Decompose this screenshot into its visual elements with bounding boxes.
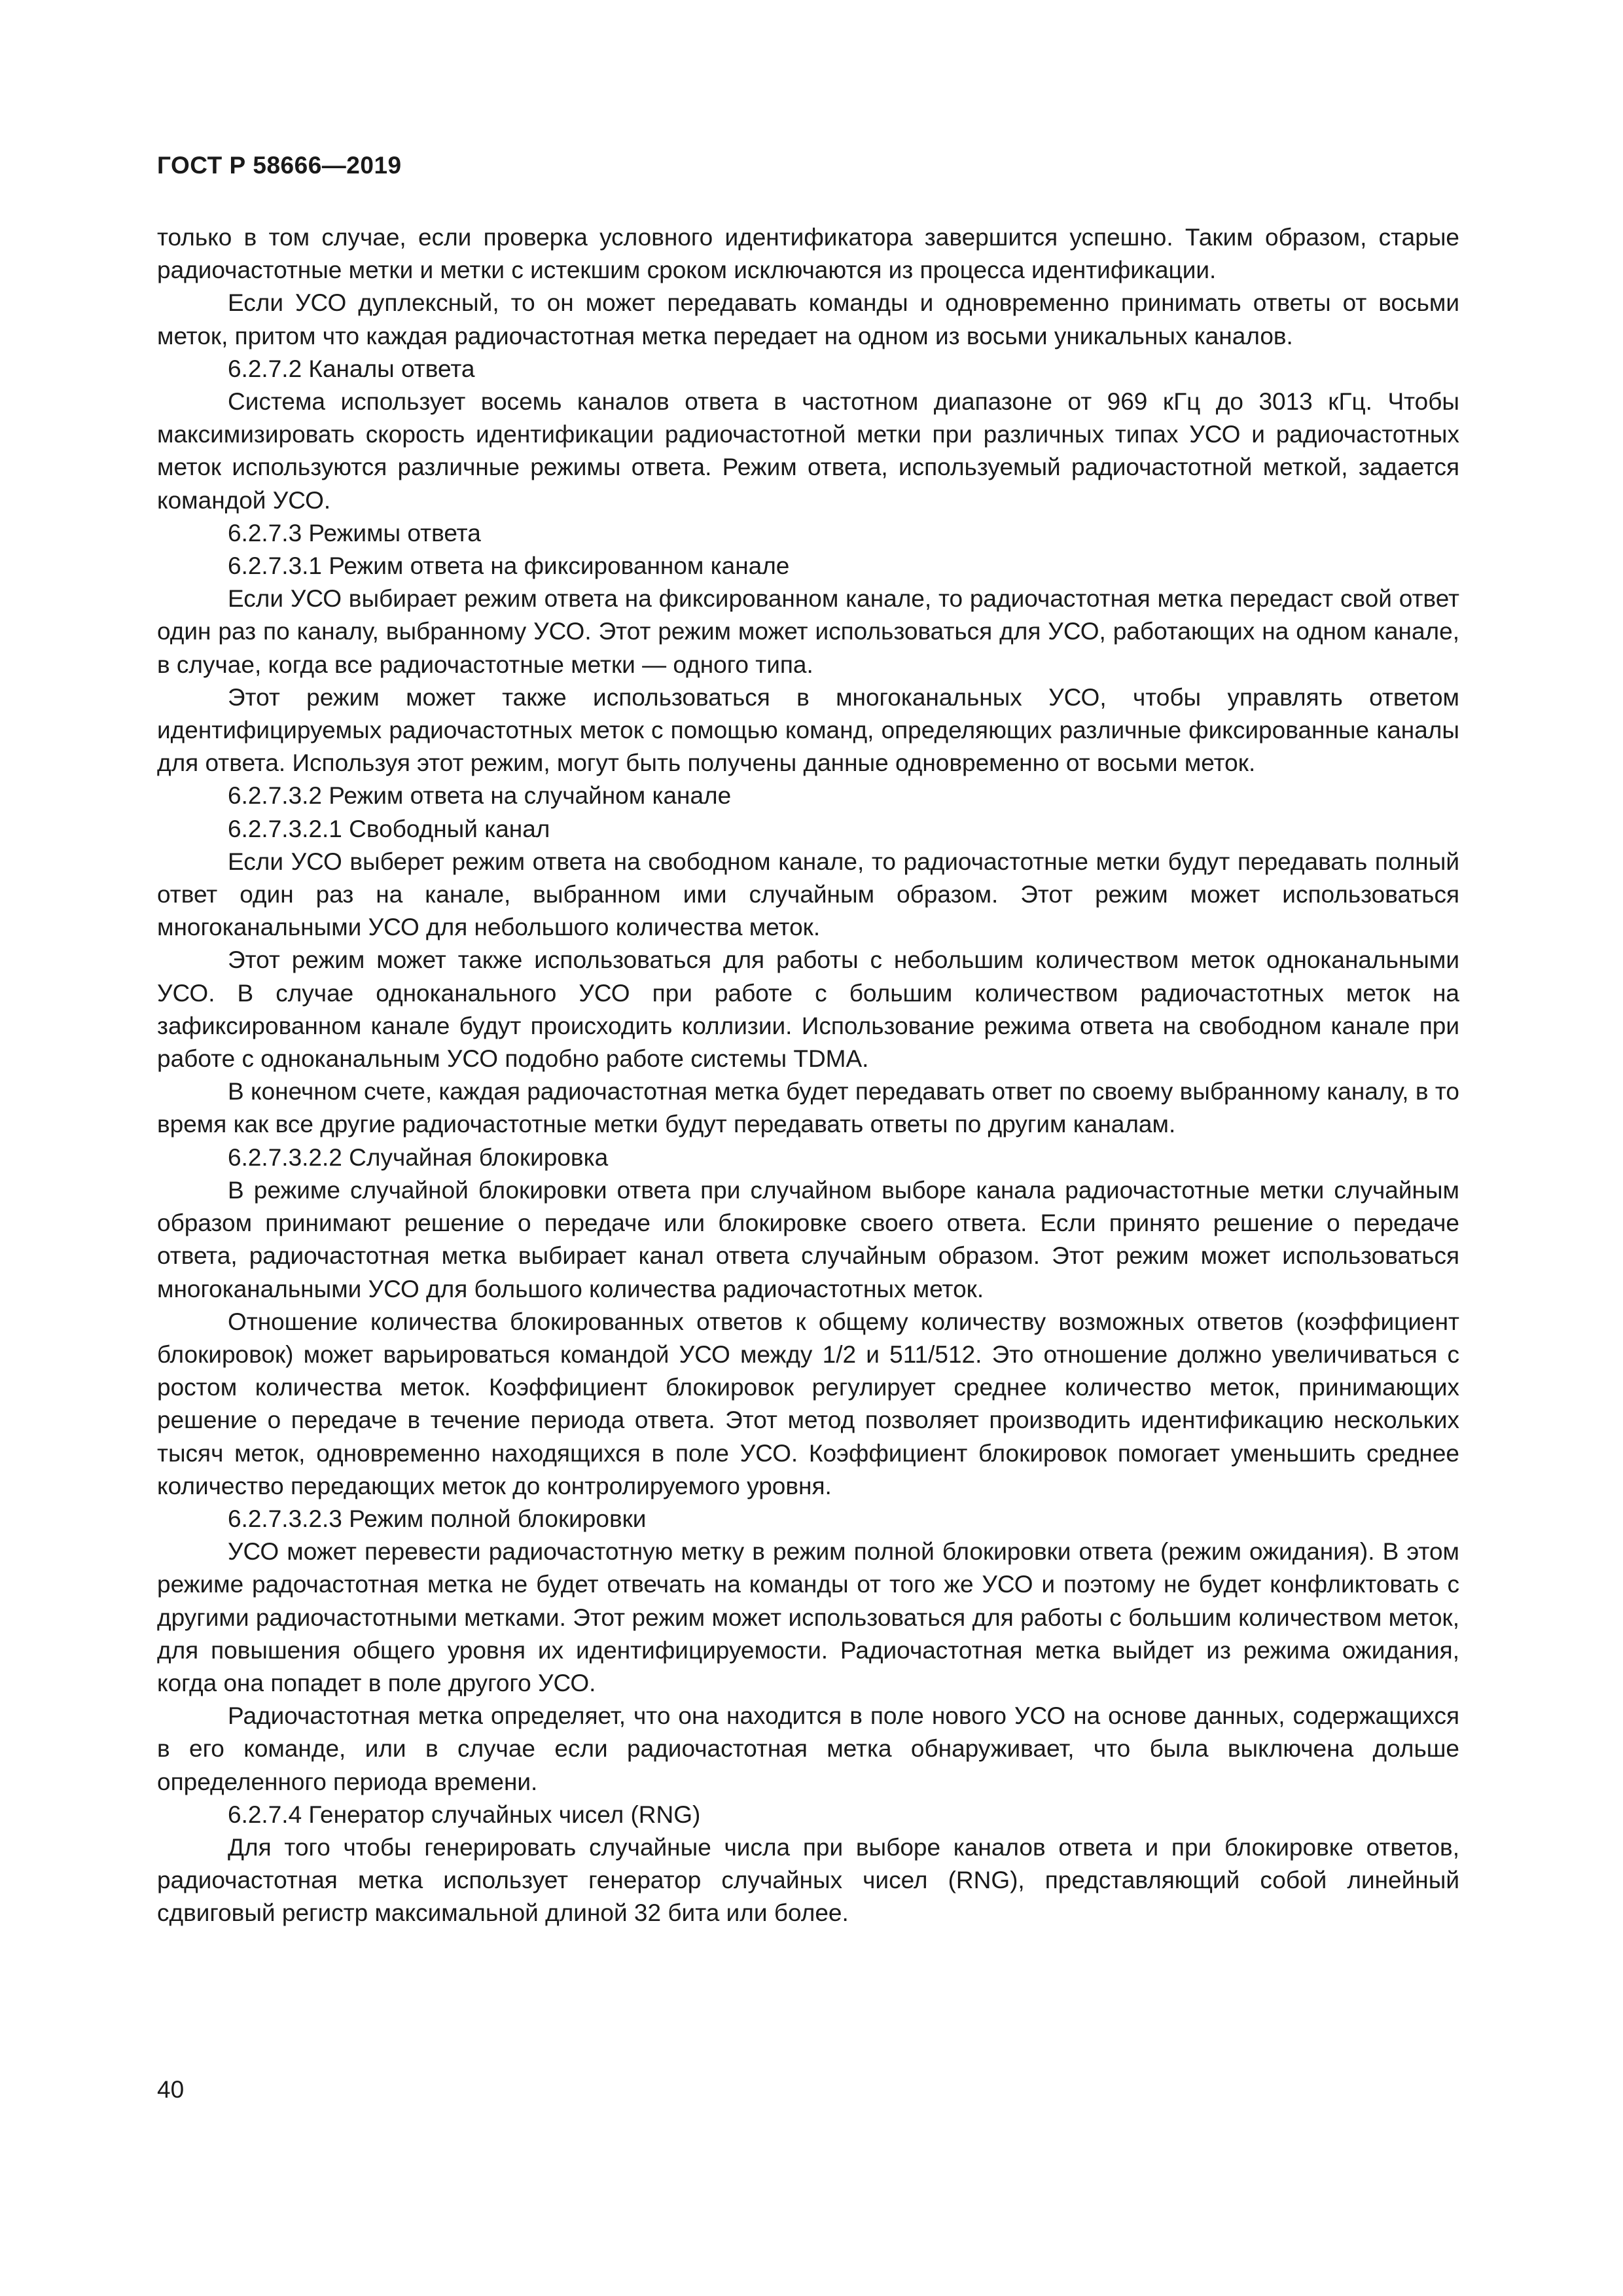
paragraph: УСО может перевести радиочастотную метку в режим полной блокировки ответа (режим ожидания). В этом режиме радочастотная метка не будет отвечать на команды от того же УСО и поэтому не будет конфликтовать с другими радиочастотными метками. Этот режим может использоваться для работы с большим количеством меток, для повышения общего уровня их идентифицируемости. Радиочастотная метка выйдет из режима ожидания, когда она попадет в поле другого УСО. (157, 1538, 1459, 1696)
body-text (157, 221, 1459, 1930)
section-heading: 6.2.7.3.2.1 Свободный канал (228, 815, 550, 842)
section-heading: 6.2.7.4 Генератор случайных чисел (RNG) (228, 1801, 701, 1828)
section-heading: 6.2.7.3.2.3 Режим полной блокировки (228, 1505, 647, 1532)
document-header: ГОСТ Р 58666—2019 (157, 152, 402, 179)
paragraph: Отношение количества блокированных ответов к общему количеству возможных ответов (коэффициент блокировок) может варьироваться командой УСО между 1/2 и 511/512. Это отношение должно увеличиваться с ростом количества меток. Коэффициент блокировок регулирует среднее количество меток, принимающих решение о передаче в течение периода ответа. Этот метод позволяет производить идентификацию нескольких тысяч меток, одновременно находящихся в поле УСО. Коэффициент блокировок помогает уменьшить среднее количество передающих меток до контролируемого уровня. (157, 1308, 1459, 1499)
paragraph: В режиме случайной блокировки ответа при случайном выборе канала радиочастотные метки случайным образом принимают решение о передаче или блокировке своего ответа. Если принято решение о передаче ответа, радиочастотная метка выбирает канал ответа случайным образом. Этот режим может использоваться многоканальными УСО для большого количества радиочастотных меток. (157, 1176, 1459, 1302)
section-heading: 6.2.7.3.2 Режим ответа на случайном канале (228, 782, 732, 810)
section-heading: 6.2.7.3.2.2 Случайная блокировка (228, 1143, 609, 1171)
paragraph: В конечном счете, каждая радиочастотная метка будет передавать ответ по своему выбранному каналу, в то время как все другие радиочастотные метки будут передавать ответы по другим каналам. (157, 1078, 1459, 1138)
paragraph: Если УСО выберет режим ответа на свободном канале, то радиочастотные метки будут передавать полный ответ один раз на канале, выбранном ими случайным образом. Этот режим может использоваться многоканальными УСО для небольшого количества меток. (157, 848, 1459, 941)
paragraph: Радиочастотная метка определяет, что она находится в поле нового УСО на основе данных, содержащихся в его команде, или в случае если радиочастотная метка обнаруживает, что была выключена дольше определенного периода времени. (157, 1702, 1459, 1795)
paragraph: Для того чтобы генерировать случайные числа при выборе каналов ответа и при блокировке ответов, радиочастотная метка использует генератор случайных чисел (RNG), представляющий собой линейный сдвиговый регистр максимальной длиной 32 бита или более. (157, 1833, 1459, 1927)
paragraph: Система использует восемь каналов ответа в частотном диапазоне от 969 кГц до 3013 кГц. Чтобы максимизировать скорость идентификации радиочастотной метки при различных типах УСО и радиочастотных меток используются различные режимы ответа. Режим ответа, используемый радиочастотной меткой, задается командой УСО. (157, 388, 1459, 514)
page-number: 40 (157, 2076, 185, 2103)
section-heading: 6.2.7.2 Каналы ответа (228, 355, 475, 382)
paragraph: Если УСО выбирает режим ответа на фиксированном канале, то радиочастотная метка передаст свой ответ один раз по каналу, выбранному УСО. Этот режим может использоваться для УСО, работающих на одном канале, в случае, когда все радиочастотные метки — одного типа. (157, 585, 1459, 678)
paragraph: Этот режим может также использоваться для работы с небольшим количеством меток одноканальными УСО. В случае одноканального УСО при работе с большим количеством радиочастотных меток на зафиксированном канале будут происходить коллизии. Использование режима ответа на свободном канале при работе с одноканальным УСО подобно работе системы TDMA. (157, 946, 1459, 1073)
section-heading: 6.2.7.3 Режимы ответа (228, 519, 481, 547)
paragraph: Если УСО дуплексный, то он может передавать команды и одновременно принимать ответы от восьми меток, притом что каждая радиочастотная метка передает на одном из восьми уникальных каналов. (157, 289, 1459, 350)
paragraph: Этот режим может также использоваться в многоканальных УСО, чтобы управлять ответом идентифицируемых радиочастотных меток с помощью команд, определяющих различные фиксированные каналы для ответа. Используя этот режим, могут быть получены данные одновременно от восьми меток. (157, 683, 1459, 777)
paragraph: только в том случае, если проверка условного идентификатора завершится успешно. Таким образом, старые радиочастотные метки и метки с истекшим сроком исключаются из процесса идентификации. (157, 224, 1459, 284)
section-heading: 6.2.7.3.1 Режим ответа на фиксированном канале (228, 552, 790, 580)
